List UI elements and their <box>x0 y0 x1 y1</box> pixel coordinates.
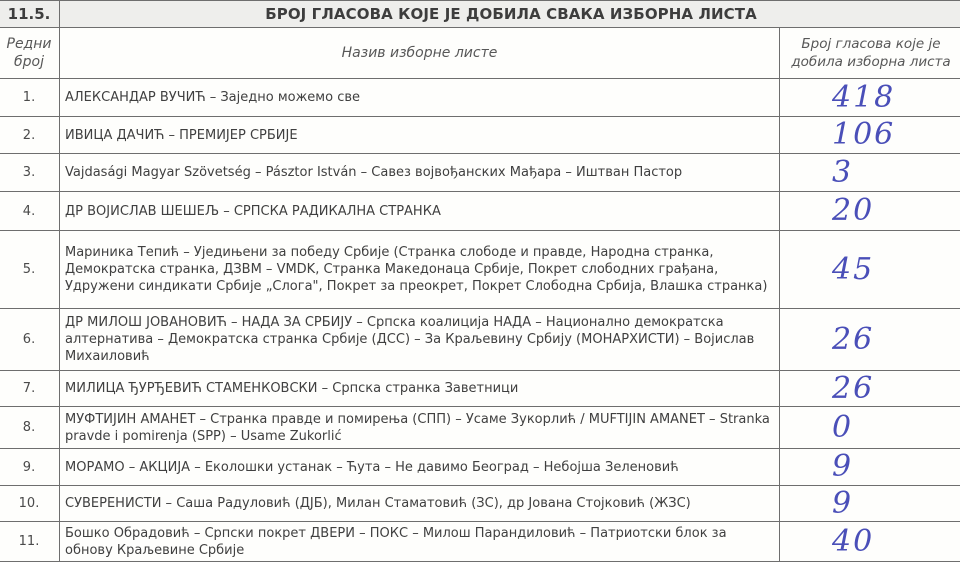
row-number: 6. <box>0 309 60 371</box>
table-row <box>0 486 960 522</box>
table-row <box>0 371 960 407</box>
vote-count-cell <box>780 407 960 449</box>
number-column-header <box>0 28 60 79</box>
vote-count-cell <box>780 522 960 562</box>
electoral-list-name: МУФТИЈИН АМАНЕТ – Странка правде и помирења (СПП) – Усаме Зукорлић / MUFTIJIN AMANET – Stranka pravde i pomirenja (SPP) – Usame Zukorlić <box>60 407 780 449</box>
votes-column-header <box>780 28 960 79</box>
votes-header-line1: Број гласова које је <box>780 35 960 53</box>
row-number: 3. <box>0 154 60 192</box>
handwritten-vote-count: 26 <box>832 374 874 404</box>
row-number: 1. <box>0 79 60 117</box>
row-number: 2. <box>0 117 60 154</box>
electoral-list-name: МИЛИЦА ЂУРЂЕВИЋ СТАМЕНКОВСКИ – Српска странка Заветници <box>60 371 780 407</box>
vote-count-cell <box>780 117 960 154</box>
vote-count-cell <box>780 486 960 522</box>
handwritten-vote-count: 418 <box>832 83 895 113</box>
vote-count-cell <box>780 231 960 309</box>
row-number: 10. <box>0 486 60 522</box>
vote-count-cell <box>780 192 960 231</box>
handwritten-vote-count: 45 <box>832 255 874 285</box>
table-row <box>0 79 960 117</box>
handwritten-vote-count: 26 <box>832 325 874 355</box>
handwritten-vote-count: 3 <box>832 158 853 188</box>
table-row <box>0 154 960 192</box>
name-column-header: Назив изборне листе <box>60 28 780 79</box>
handwritten-vote-count: 40 <box>832 527 874 557</box>
row-number: 11. <box>0 522 60 562</box>
number-header-line1: Редни <box>0 35 59 53</box>
column-header-row <box>0 28 960 79</box>
vote-count-cell <box>780 309 960 371</box>
table-row <box>0 192 960 231</box>
electoral-list-name: МОРАМО – АКЦИЈА – Еколошки устанак – Ћута – Не давимо Београд – Небојша Зеленовић <box>60 449 780 486</box>
handwritten-vote-count: 106 <box>832 120 895 150</box>
vote-count-cell <box>780 154 960 192</box>
vote-count-cell <box>780 79 960 117</box>
handwritten-vote-count: 9 <box>832 452 853 482</box>
electoral-list-name: Бошко Обрадовић – Српски покрет ДВЕРИ – ПОКС – Милош Парандиловић – Патриотски блок за обнову Краљевине Србије <box>60 522 780 562</box>
table-row <box>0 231 960 309</box>
row-number: 9. <box>0 449 60 486</box>
handwritten-vote-count: 20 <box>832 196 874 226</box>
table-row <box>0 407 960 449</box>
section-number: 11.5. <box>0 1 60 28</box>
row-number: 5. <box>0 231 60 309</box>
table-row <box>0 522 960 562</box>
handwritten-vote-count: 0 <box>832 413 853 443</box>
electoral-list-name: ДР МИЛОШ ЈОВАНОВИЋ – НАДА ЗА СРБИЈУ – Српска коалиција НАДА – Национално демократска алтернатива – Демократска странка Србије (ДСС) – За Краљевину Србију (МОНАРХИСТИ) – Војислав Михаиловић <box>60 309 780 371</box>
electoral-list-name: ДР ВОЈИСЛАВ ШЕШЕЉ – СРПСКА РАДИКАЛНА СТРАНКА <box>60 192 780 231</box>
electoral-list-name: ИВИЦА ДАЧИЋ – ПРЕМИЈЕР СРБИЈЕ <box>60 117 780 154</box>
electoral-list-name: СУВЕРЕНИСТИ – Саша Радуловић (ДЈБ), Милан Стаматовић (ЗС), др Јована Стојковић (ЖЗС) <box>60 486 780 522</box>
table-row <box>0 309 960 371</box>
vote-count-cell <box>780 371 960 407</box>
row-number: 4. <box>0 192 60 231</box>
section-header-row <box>0 1 960 28</box>
vote-count-cell <box>780 449 960 486</box>
table-row <box>0 449 960 486</box>
row-number: 8. <box>0 407 60 449</box>
electoral-list-name: АЛЕКСАНДАР ВУЧИЋ – Заједно можемо све <box>60 79 780 117</box>
row-number: 7. <box>0 371 60 407</box>
section-title: БРОЈ ГЛАСОВА КОЈЕ ЈЕ ДОБИЛА СВАКА ИЗБОРНА ЛИСТА <box>60 1 960 28</box>
votes-header-line2: добила изборна листа <box>780 53 960 71</box>
handwritten-vote-count: 9 <box>832 489 853 519</box>
number-header-line2: број <box>0 53 59 71</box>
table-row <box>0 117 960 154</box>
electoral-list-name: Vajdasági Magyar Szövetség – Pásztor István – Савез војвођанских Мађара – Иштван Пастор <box>60 154 780 192</box>
electoral-list-name: Мариника Тепић – Уједињени за победу Србије (Странка слободе и правде, Народна странка, Демократска странка, ДЗВМ – VMDK, Странка Македонаца Србије, Покрет слободних грађана, Удружени синдикати Србије „Слога", Покрет за преокрет, Покрет Слободна Србија, Влашка странка) <box>60 231 780 309</box>
